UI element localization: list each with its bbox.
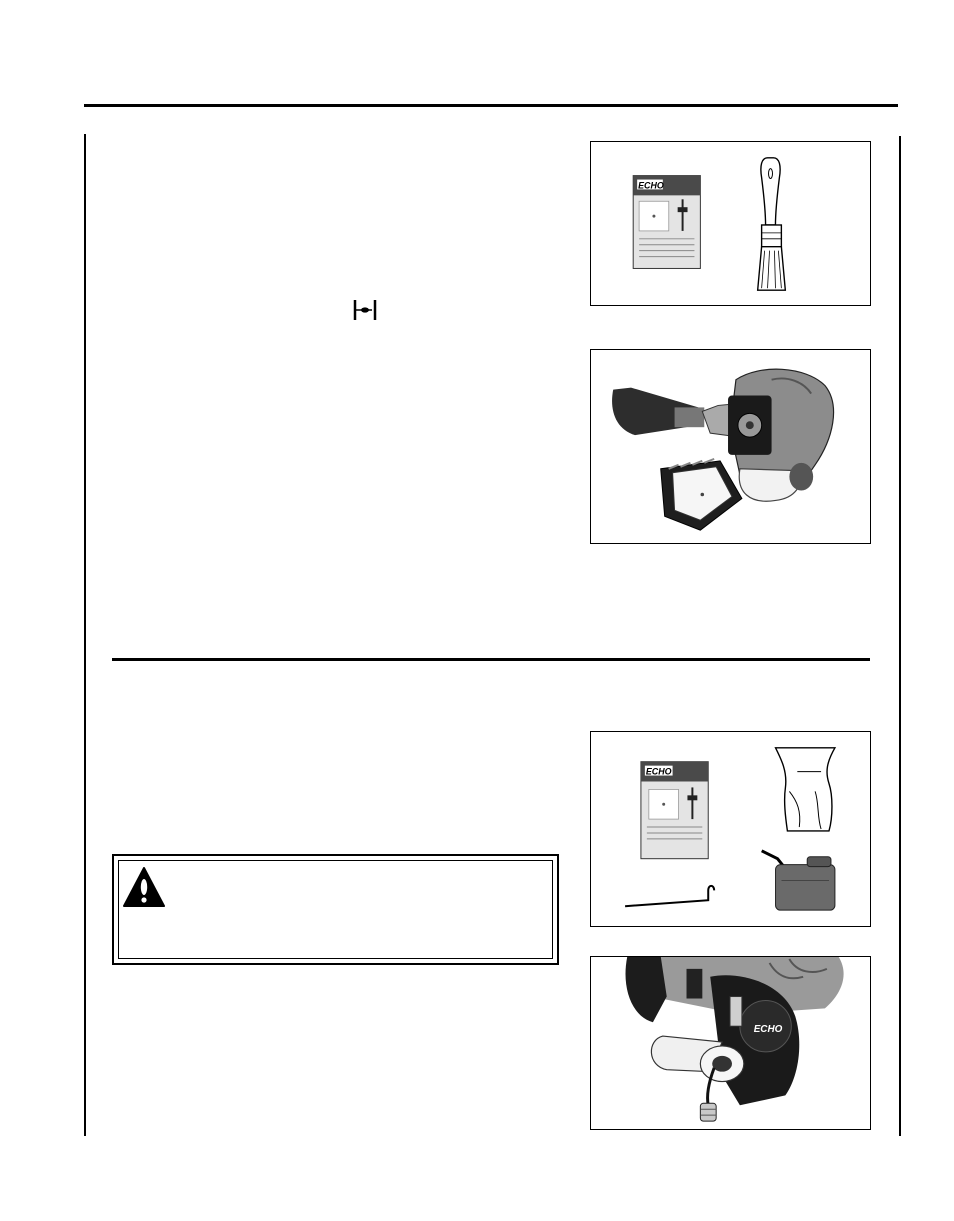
- fuel-can-icon: [762, 851, 835, 910]
- air-filter-cover-icon: [661, 459, 742, 530]
- warning-box: [112, 854, 559, 965]
- warning-box-inner: [118, 860, 553, 959]
- fig-air-filter-removal: [590, 349, 871, 544]
- warning-triangle-icon: [122, 866, 166, 908]
- fig-fuel-filter-tools: [590, 731, 871, 927]
- paint-brush-icon: [758, 158, 786, 290]
- wire-hook-icon: [625, 886, 714, 906]
- clean-rag-icon: [776, 748, 835, 831]
- fig-fuel-filter-removal: [590, 956, 871, 1130]
- brand-label: ECHO: [645, 766, 672, 777]
- fig-air-filter-tools: [590, 141, 871, 306]
- header-rule: [84, 104, 898, 107]
- right-margin-rule: [899, 136, 901, 1136]
- engine-housing-icon: [592, 957, 870, 1129]
- fuel-filter-package-icon: [641, 762, 708, 859]
- air-filter-package-icon: [633, 176, 700, 269]
- choke-closed-icon: [352, 298, 378, 322]
- brand-label: ECHO: [638, 180, 664, 191]
- brand-label: ECHO: [753, 1024, 783, 1036]
- left-margin-rule: [84, 134, 86, 1136]
- section-divider-rule: [112, 658, 870, 661]
